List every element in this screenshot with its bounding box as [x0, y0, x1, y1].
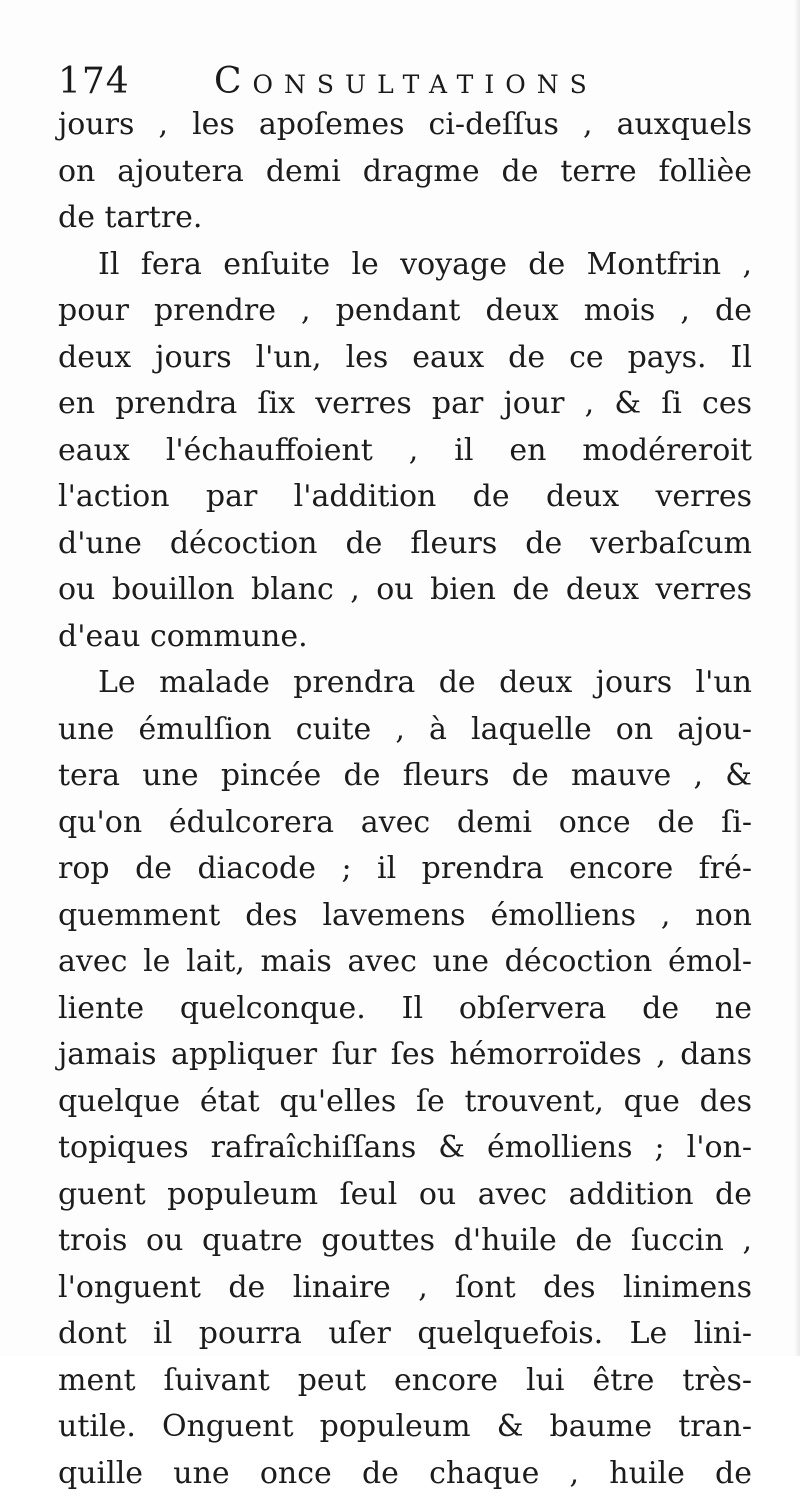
text-line: avec le lait, mais avec une décoction émol- — [58, 939, 752, 986]
text-line: trois ou quatre gouttes d'huile de ſuccin , — [58, 1218, 752, 1265]
body-text — [58, 102, 752, 1497]
text-line: topiques rafraîchiſſans & émolliens ; l'on- — [58, 1125, 752, 1172]
text-line: en prendra ſix verres par jour , & ſi ces — [58, 381, 752, 428]
text-line: ment ſuivant peut encore lui être très- — [58, 1358, 752, 1405]
text-line: Le malade prendra de deux jours l'un — [58, 660, 752, 707]
text-line: l'action par l'addition de deux verres — [58, 474, 752, 521]
page-edge-shadow — [794, 0, 800, 1356]
text-line: on ajoutera demi dragme de terre follièe — [58, 149, 752, 196]
text-line: quemment des lavemens émolliens , non — [58, 893, 752, 940]
running-head: Consultations — [214, 58, 598, 106]
text-line: de tartre. — [58, 195, 752, 242]
text-line: dont il pourra uſer quelquefois. Le lini- — [58, 1311, 752, 1358]
text-line: d'eau commune. — [58, 614, 752, 661]
text-line: rop de diacode ; il prendra encore fré- — [58, 846, 752, 893]
text-line: l'onguent de linaire , ſont des linimens — [58, 1265, 752, 1312]
text-line: ou bouillon blanc , ou bien de deux verres — [58, 567, 752, 614]
text-line: deux jours l'un, les eaux de ce pays. Il — [58, 335, 752, 382]
text-line: jamais appliquer ſur ſes hémorroïdes , dans — [58, 1032, 752, 1079]
text-line: utile. Onguent populeum & baume tran- — [58, 1404, 752, 1451]
text-line: Il fera enſuite le voyage de Montfrin , — [58, 242, 752, 289]
page-number: 174 — [58, 58, 130, 106]
text-line: une émulſion cuite , à laquelle on ajou- — [58, 707, 752, 754]
text-line: quelque état qu'elles ſe trouvent, que des — [58, 1079, 752, 1126]
text-line: d'une décoction de fleurs de verbaſcum — [58, 521, 752, 568]
text-line: jours , les apoſemes ci-deſſus , auxquels — [58, 102, 752, 149]
text-line: liente quelconque. Il obſervera de ne — [58, 986, 752, 1033]
text-line: eaux l'échauffoient , il en modéreroit — [58, 428, 752, 475]
text-line: qu'on édulcorera avec demi once de ſi- — [58, 800, 752, 847]
text-line: pour prendre , pendant deux mois , de — [58, 288, 752, 335]
text-line: tera une pincée de fleurs de mauve , & — [58, 753, 752, 800]
text-line: guent populeum ſeul ou avec addition de — [58, 1172, 752, 1219]
text-line: quille une once de chaque , huile de — [58, 1451, 752, 1497]
page-header — [58, 58, 758, 108]
